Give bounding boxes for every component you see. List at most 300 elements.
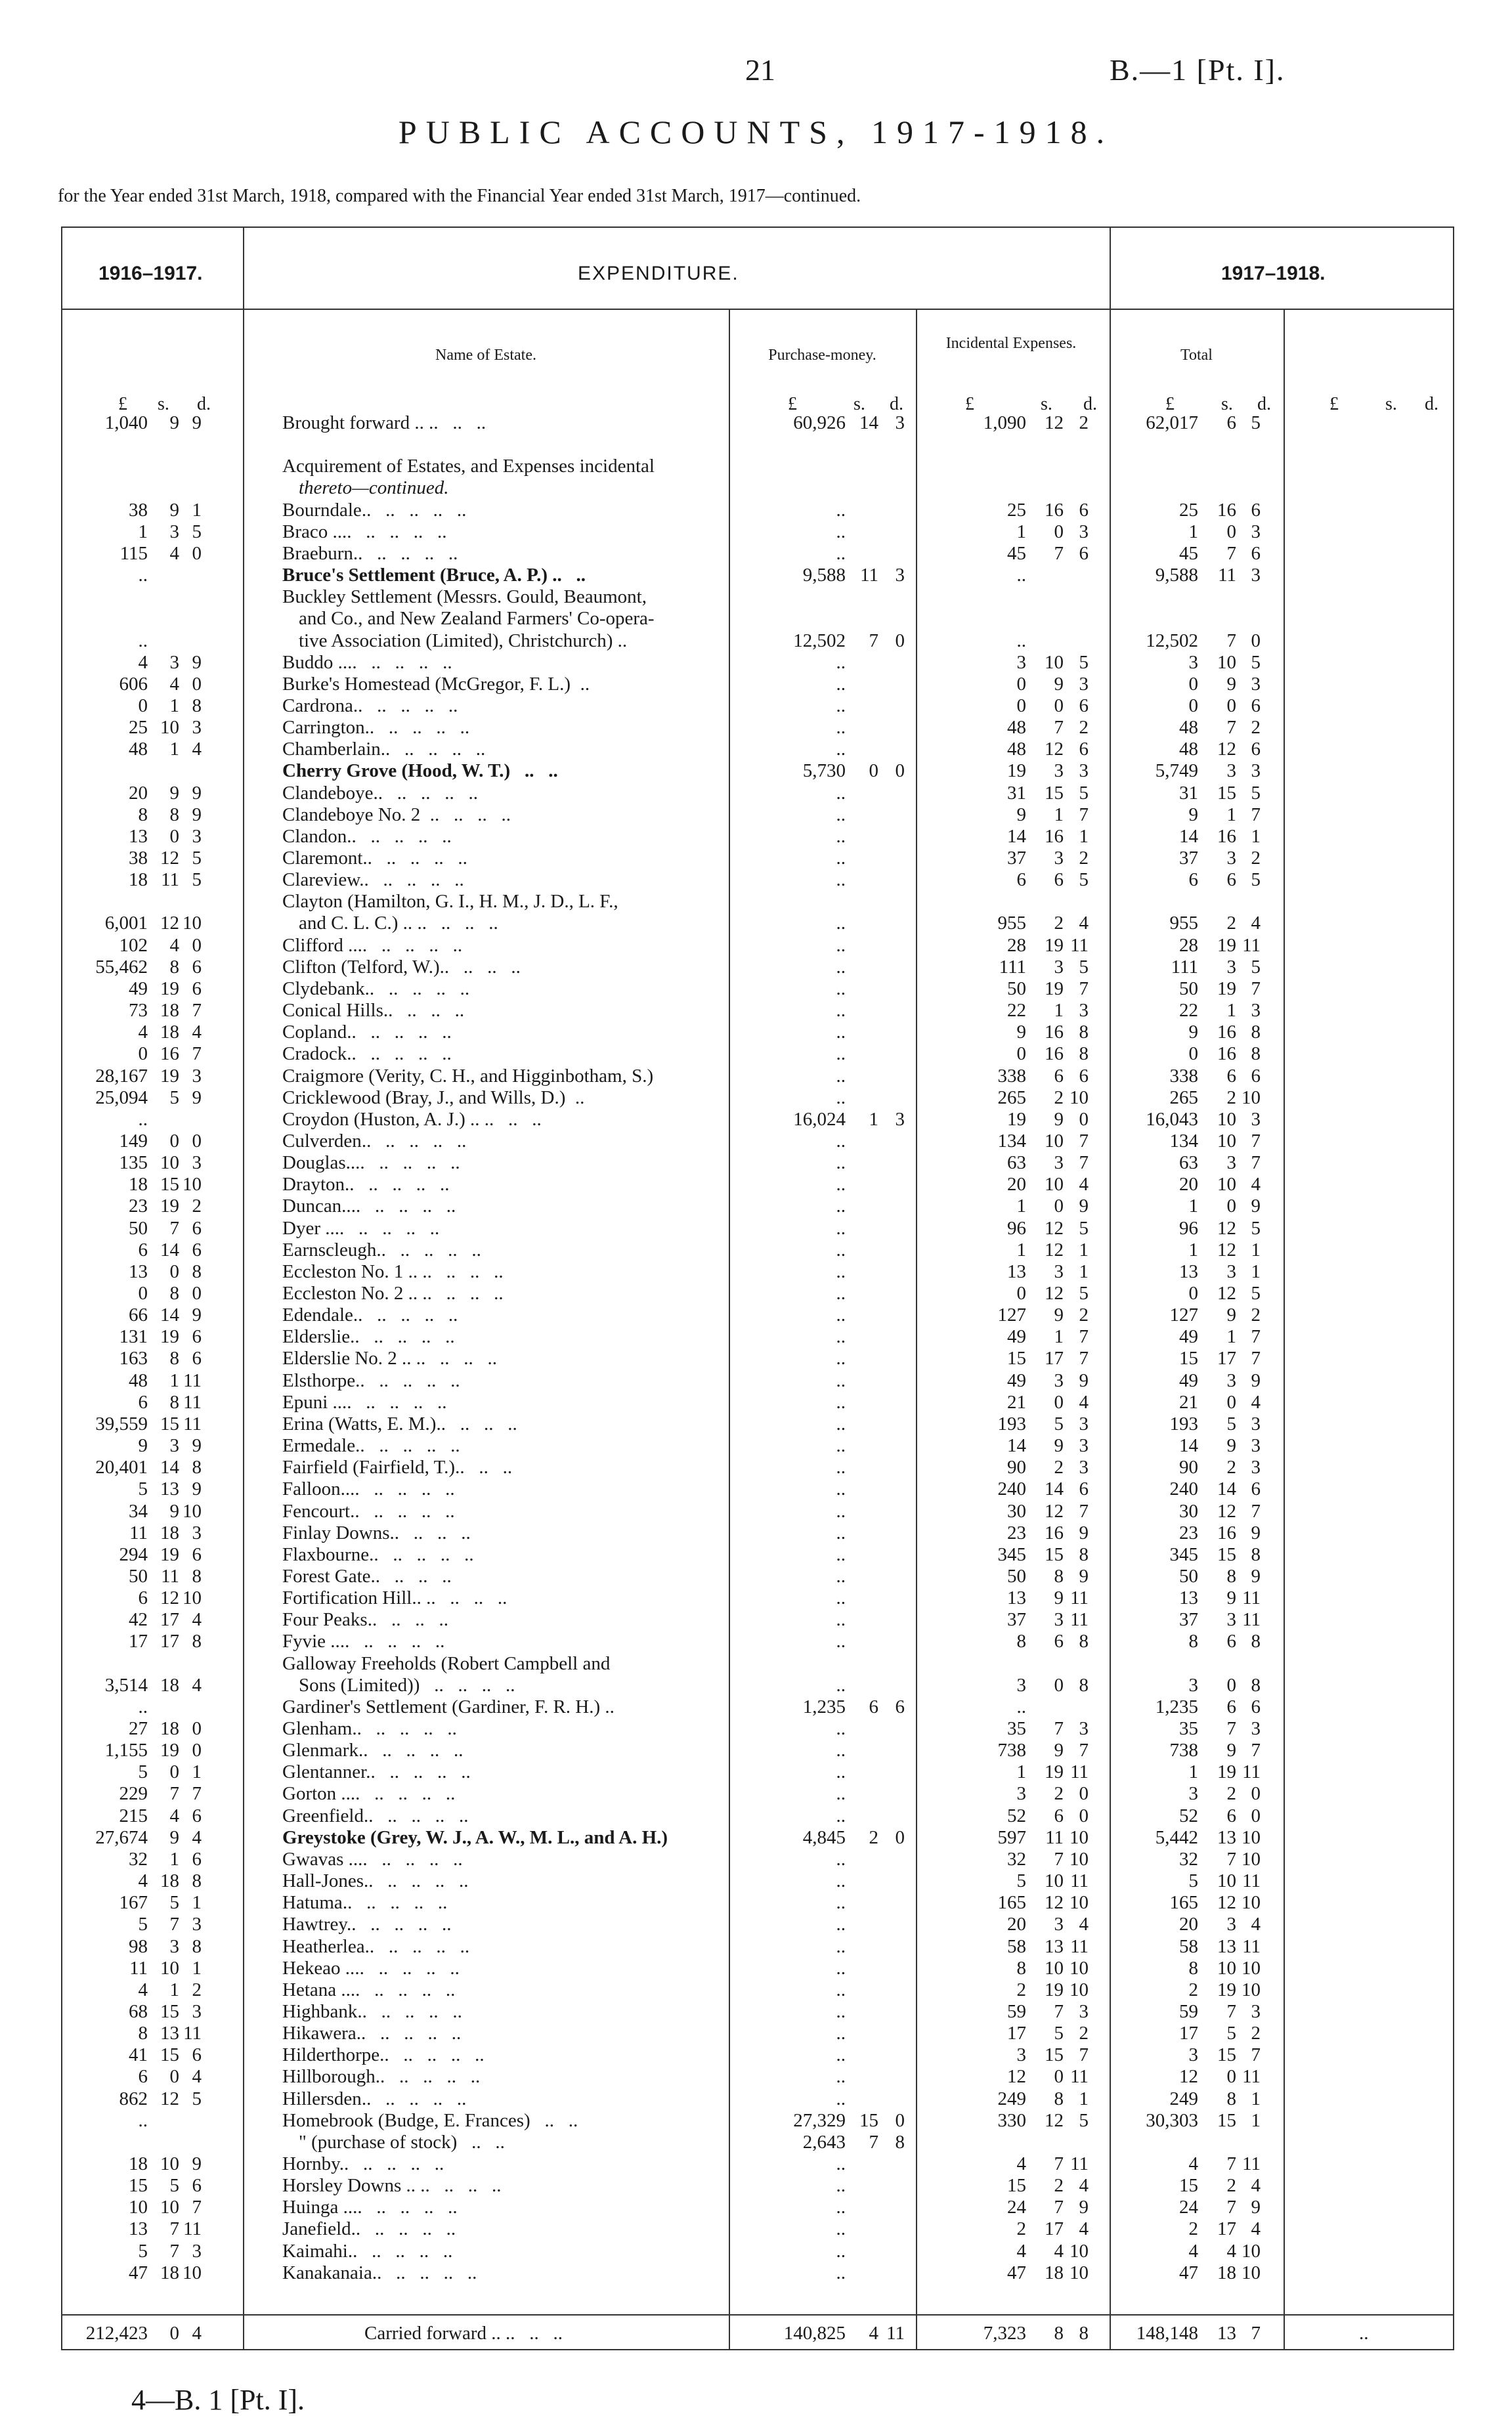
currency-pence: d. [1425,394,1438,414]
cell-estate-name: Copland.. .. .. .. .. [282,1022,452,1043]
cell-total-shillings: 13 [1217,1935,1236,1957]
table-text-line [0,891,1512,913]
cell-purchase-pounds: .. [836,1478,846,1500]
cell-purchase-shillings: 15 [859,2109,878,2131]
cell-1916-pence: 0 [192,1130,202,1152]
cell-1916-shillings: 15 [160,1174,179,1196]
cell-total-pence: 0 [1251,630,1261,651]
cell-total-pence: 0 [1251,1805,1261,1826]
cell-1916-shillings: 11 [161,869,179,891]
cell-incidental-pounds: 1 [1016,1196,1026,1217]
cell-total-shillings: 4 [1226,2240,1236,2262]
cell-1916-pence: 9 [192,782,202,804]
cell-total-shillings: 3 [1226,1152,1236,1174]
table-row [0,739,1512,760]
cell-estate-name: Highbank.. .. .. .. .. [282,2000,462,2022]
cell-total-pence: 3 [1251,521,1261,542]
cell-1916-shillings: 14 [160,1239,179,1261]
cell-1916-pence: 8 [192,1565,202,1587]
cell-1916-shillings: 7 [169,2218,179,2240]
table-row [0,717,1512,739]
cell-incidental-shillings: 1 [1054,804,1064,825]
cell-incidental-pounds: 8 [1016,1631,1026,1652]
cell-total-shillings: 7 [1226,1848,1236,1870]
cell-extra-column: .. [1359,2323,1369,2344]
cell-purchase-pounds: .. [836,1935,846,1957]
cell-total-pence: 10 [1242,2240,1261,2262]
cell-total-shillings: 12 [1217,1283,1236,1304]
cell-total-shillings: 12 [1217,1239,1236,1261]
cell-incidental-pounds: 4 [1016,2153,1026,2174]
cell-1916-pence: 0 [192,1718,202,1739]
cell-purchase-pounds: .. [836,2175,846,2197]
cell-1916-shillings: 18 [160,1022,179,1043]
currency-shillings: s. [158,394,169,414]
cell-estate-name: Braco .... .. .. .. .. [282,521,447,542]
cell-1916-pounds: 25 [129,717,148,739]
cell-purchase-pounds: .. [836,2000,846,2022]
cell-incidental-pounds: 1 [1016,521,1026,542]
cell-incidental-pence: 0 [1079,1805,1089,1826]
cell-1916-pence: 9 [192,1435,202,1457]
cell-purchase-pounds: 16,024 [793,1108,846,1130]
table-row [0,1131,1512,1152]
cell-total-pounds: 59 [1179,2000,1198,2022]
cell-total-pounds: 13 [1179,1587,1198,1609]
cell-1916-pounds: 38 [129,499,148,521]
cell-incidental-pounds: 48 [1007,717,1026,739]
cell-total-shillings: 6 [1226,869,1236,891]
cell-1916-shillings: 18 [160,1870,179,1892]
cell-incidental-pounds: 9 [1016,804,1026,825]
table-text-line [0,586,1512,608]
cell-total-shillings: 6 [1226,1065,1236,1087]
cell-estate-name: Kaimahi.. .. .. .. .. [282,2240,453,2262]
cell-incidental-pounds: 597 [997,1826,1026,1848]
cell-total-pence: 7 [1251,1500,1261,1522]
cell-incidental-pence: 8 [1079,1631,1089,1652]
cell-total-shillings: 7 [1226,2000,1236,2022]
cell-1916-pounds: 18 [129,2153,148,2174]
cell-total-pounds: 14 [1179,825,1198,847]
incidental-expenses-header: Incidental Expenses. [945,335,1077,352]
cell-incidental-pence: 7 [1079,978,1089,999]
table-row [0,1761,1512,1783]
cell-1916-pence: 11 [183,1413,202,1434]
cell-estate-name: Burke's Homestead (McGregor, F. L.) .. [282,673,590,695]
cell-incidental-pence: 6 [1079,1065,1089,1087]
cell-total-shillings: 19 [1217,1761,1236,1783]
table-row [0,978,1512,1000]
cell-total-pence: 3 [1251,1457,1261,1478]
cell-estate-name: tive Association (Limited), Christchurch) .. [299,630,628,651]
cell-incidental-shillings: 2 [1054,1457,1064,1478]
cell-total-shillings: 19 [1217,978,1236,999]
cell-purchase-shillings: 2 [869,1826,878,1848]
cell-incidental-pounds: 24 [1007,2197,1026,2218]
cell-purchase-pounds: .. [836,956,846,978]
cell-estate-name: Finlay Downs.. .. .. .. [282,1522,471,1543]
cell-estate-name: Eccleston No. 1 .. .. .. .. .. [282,1261,504,1282]
cell-total-pounds: 0 [1188,1283,1198,1304]
cell-total-pounds: 0 [1188,673,1198,695]
cell-incidental-shillings: 10 [1045,1957,1064,1979]
cell-total-pence: 2 [1251,2023,1261,2044]
cell-incidental-shillings: 9 [1054,1108,1064,1130]
cell-1916-pence: 6 [192,1217,202,1239]
cell-purchase-pounds: 1,235 [802,1696,846,1717]
cell-incidental-pounds: 3 [1016,651,1026,673]
cell-incidental-pence: 4 [1079,913,1089,934]
cell-purchase-pounds: .. [836,804,846,825]
cell-incidental-pounds: 50 [1007,1565,1026,1587]
cell-estate-name: Gardiner's Settlement (Gardiner, F. R. H.) .. [282,1696,615,1717]
cell-total-pence: 4 [1251,2218,1261,2240]
cell-total-pence: 4 [1251,1914,1261,1935]
cell-1916-pounds: 55,462 [95,956,148,978]
cell-total-pence: 3 [1251,2000,1261,2022]
cell-total-pounds: 4 [1188,2153,1198,2174]
cell-purchase-pounds: .. [836,2218,846,2240]
cell-1916-shillings: 4 [169,542,179,564]
cell-incidental-pence: 3 [1079,760,1089,782]
cell-1916-pence: 3 [192,2240,202,2262]
cell-total-shillings: 14 [1217,1478,1236,1500]
table-row [0,1827,1512,1849]
cell-estate-name: Fortification Hill.. .. .. .. .. [282,1587,508,1609]
cell-estate-name: " (purchase of stock) .. .. [299,2131,505,2153]
cell-1916-pence: 8 [192,1457,202,1478]
table-row [0,1936,1512,1958]
cell-estate-name: Eccleston No. 2 .. .. .. .. .. [282,1283,504,1304]
cell-purchase-pounds: .. [836,913,846,934]
cell-total-shillings: 19 [1217,934,1236,956]
cell-incidental-shillings: 16 [1045,1522,1064,1543]
cell-total-pence: 9 [1251,1565,1261,1587]
cell-purchase-shillings: 14 [859,412,878,433]
cell-purchase-pounds: .. [836,1435,846,1457]
cell-total-pence: 5 [1251,651,1261,673]
cell-incidental-shillings: 19 [1045,978,1064,999]
cell-purchase-shillings: 4 [869,2323,878,2344]
cell-1916-pounds: 32 [129,1848,148,1870]
cell-total-pence: 11 [1242,1609,1261,1631]
cell-1916-pounds: .. [138,1696,148,1717]
cell-incidental-pounds: 738 [997,1740,1026,1761]
cell-purchase-pounds: .. [836,1174,846,1196]
cell-purchase-pounds: .. [836,2023,846,2044]
table-row [0,1370,1512,1392]
cell-estate-name: Kanakanaia.. .. .. .. .. [282,2262,477,2283]
cell-incidental-shillings: 12 [1045,1892,1064,1914]
cell-incidental-shillings: 1 [1054,1326,1064,1348]
cell-total-pounds: 8 [1188,1631,1198,1652]
cell-total-pence: 6 [1251,1478,1261,1500]
cell-purchase-pounds: .. [836,499,846,521]
cell-incidental-pounds: 134 [997,1130,1026,1152]
cell-incidental-pounds: 59 [1007,2000,1026,2022]
cell-total-shillings: 15 [1217,2109,1236,2131]
cell-incidental-pence: 8 [1079,1022,1089,1043]
cell-1916-shillings: 5 [169,1087,179,1108]
cell-1916-pence: 7 [192,1000,202,1022]
cell-incidental-pounds: 265 [997,1087,1026,1108]
cell-estate-name: Glentanner.. .. .. .. .. [282,1761,471,1783]
cell-total-pence: 1 [1251,2109,1261,2131]
cell-estate-name: Glenham.. .. .. .. .. [282,1718,457,1739]
cell-purchase-pounds: .. [836,2088,846,2109]
cell-1916-pounds: 294 [119,1543,148,1565]
cell-1916-pence: 1 [192,1761,202,1783]
cell-incidental-pounds: 13 [1007,1261,1026,1282]
cell-1916-pounds: 102 [119,934,148,956]
table-row [0,2023,1512,2044]
cell-total-pounds: 37 [1179,848,1198,869]
cell-incidental-pounds: 49 [1007,1369,1026,1391]
cell-purchase-pounds: 12,502 [793,630,846,651]
cell-total-pence: 11 [1242,1587,1261,1609]
cell-1916-pence: 9 [192,2153,202,2174]
cell-purchase-pounds: .. [836,1369,846,1391]
cell-purchase-pounds: .. [836,1413,846,1434]
parliamentary-reference: B.—1 [Pt. I]. [1110,53,1285,87]
cell-total-pounds: 4 [1188,2240,1198,2262]
cell-1916-pence: 9 [192,651,202,673]
cell-incidental-shillings: 0 [1054,1674,1064,1696]
cell-purchase-pounds: .. [836,1326,846,1348]
cell-total-shillings: 6 [1226,1631,1236,1652]
cell-1916-pence: 10 [183,913,202,934]
cell-purchase-pence: 6 [895,1696,905,1717]
cell-incidental-pence: 10 [1069,1848,1089,1870]
cell-incidental-shillings: 12 [1045,2109,1064,2131]
cell-total-shillings: 11 [1218,565,1236,586]
cell-incidental-pounds: 2 [1016,1979,1026,2000]
cell-total-pence: 4 [1251,2175,1261,2197]
cell-total-pounds: 49 [1179,1369,1198,1391]
cell-1916-shillings: 4 [169,673,179,695]
cell-incidental-pounds: 0 [1016,1283,1026,1304]
cell-total-shillings: 3 [1226,760,1236,782]
cell-estate-name: Craigmore (Verity, C. H., and Higginbotham, S.) [282,1065,654,1087]
cell-total-shillings: 9 [1226,1587,1236,1609]
cell-1916-pounds: 18 [129,869,148,891]
cell-incidental-pence: 11 [1070,1870,1089,1892]
cell-1916-pounds: 4 [138,1870,148,1892]
cell-estate-name: Elsthorpe.. .. .. .. .. [282,1369,460,1391]
table-row [0,652,1512,674]
table-row [0,935,1512,957]
cell-total-pounds: 240 [1169,1478,1198,1500]
cell-total-shillings: 3 [1226,848,1236,869]
cell-purchase-shillings: 7 [869,630,878,651]
currency-pounds: £ [1165,394,1175,414]
cell-total-pounds: 35 [1179,1718,1198,1739]
cell-1916-pounds: 17 [129,1631,148,1652]
cell-1916-pence: 7 [192,1043,202,1065]
cell-incidental-shillings: 9 [1054,1740,1064,1761]
table-row [0,1304,1512,1326]
cell-incidental-pounds: 50 [1007,978,1026,999]
cell-1916-shillings: 14 [160,1457,179,1478]
cell-total-pence: 10 [1242,1087,1261,1108]
cell-total-shillings: 9 [1226,1435,1236,1457]
cell-incidental-pence: 4 [1079,1914,1089,1935]
cell-incidental-pence: 1 [1079,1239,1089,1261]
cell-incidental-shillings: 13 [1045,1935,1064,1957]
cell-total-pence: 11 [1242,1935,1261,1957]
cell-incidental-shillings: 17 [1045,2218,1064,2240]
cell-total-shillings: 12 [1217,1892,1236,1914]
table-row [0,521,1512,543]
cell-total-pounds: 345 [1169,1543,1198,1565]
cell-estate-name: Hekeao .... .. .. .. .. [282,1957,460,1979]
cell-1916-pounds: 3,514 [104,1674,148,1696]
cell-1916-shillings: 17 [160,1631,179,1652]
cell-total-pounds: 20 [1179,1914,1198,1935]
total-header: Total [1180,347,1213,364]
cell-purchase-pounds: .. [836,1565,846,1587]
cell-incidental-shillings: 0 [1054,521,1064,542]
cell-incidental-pence: 5 [1079,1283,1089,1304]
cell-1916-pounds: 5 [138,1761,148,1783]
cell-1916-pounds: 42 [129,1609,148,1631]
cell-incidental-shillings: 2 [1054,1783,1064,1805]
cell-1916-pence: 9 [192,804,202,825]
cell-total-pounds: 1 [1188,1196,1198,1217]
cell-total-pence: 7 [1251,2044,1261,2066]
cell-purchase-pounds: .. [836,1000,846,1022]
cell-purchase-pounds: .. [836,542,846,564]
cell-1916-pence: 4 [192,1609,202,1631]
cell-incidental-shillings: 10 [1045,1870,1064,1892]
cell-incidental-pounds: 0 [1016,673,1026,695]
cell-1916-shillings: 18 [160,1522,179,1543]
name-of-estate-header: Name of Estate. [435,347,536,364]
cell-incidental-pence: 9 [1079,1369,1089,1391]
cell-1916-pounds: 1 [138,521,148,542]
cell-total-shillings: 19 [1217,1979,1236,2000]
cell-total-pounds: 3 [1188,1783,1198,1805]
cell-total-shillings: 16 [1217,1522,1236,1543]
cell-1916-pounds: 98 [129,1935,148,1957]
cell-incidental-pounds: 165 [997,1892,1026,1914]
cell-purchase-pence: 3 [895,412,905,433]
cell-purchase-pounds: .. [836,1848,846,1870]
cell-1916-pounds: 163 [119,1348,148,1369]
cell-incidental-pounds: 15 [1007,2175,1026,2197]
table-row [0,1348,1512,1369]
cell-purchase-pounds: .. [836,978,846,999]
table-row [0,1413,1512,1435]
cell-total-pence: 5 [1251,782,1261,804]
cell-total-shillings: 0 [1226,1674,1236,1696]
cell-purchase-pounds: 2,643 [802,2131,846,2153]
table-row [0,1979,1512,2001]
table-row [0,2153,1512,2175]
cell-total-pounds: 3 [1188,1674,1198,1696]
cell-total-pence: 7 [1251,1152,1261,1174]
cell-total-pence: 4 [1251,1174,1261,1196]
table-row [0,1392,1512,1413]
cell-incidental-pence: 7 [1079,1500,1089,1522]
cell-incidental-shillings: 3 [1054,1609,1064,1631]
cell-total-pence: 4 [1251,1391,1261,1413]
table-row [0,674,1512,695]
table-row [0,2066,1512,2088]
cell-1916-pence: 7 [192,2197,202,2218]
table-row [0,1892,1512,1914]
cell-1916-shillings: 1 [169,1848,179,1870]
cell-incidental-pounds: 17 [1007,2023,1026,2044]
cell-incidental-shillings: 12 [1045,1217,1064,1239]
cell-1916-pence: 5 [192,848,202,869]
cell-total-shillings: 9 [1226,673,1236,695]
cell-incidental-pence: 8 [1079,1543,1089,1565]
cell-total-pounds: 21 [1179,1391,1198,1413]
cell-1916-shillings: 8 [169,1348,179,1369]
cell-1916-pounds: 8 [138,804,148,825]
cell-estate-name: and Co., and New Zealand Farmers' Co-opera- [299,608,655,630]
cell-total-pounds: 3 [1188,2044,1198,2066]
table-row [0,1043,1512,1065]
cell-estate-name: Culverden.. .. .. .. .. [282,1130,467,1152]
cell-1916-pounds: 20 [129,782,148,804]
cell-purchase-pounds: .. [836,1870,846,1892]
cell-incidental-pence: 1 [1079,1261,1089,1282]
cell-incidental-pence: 10 [1069,2240,1089,2262]
table-row [0,2218,1512,2240]
cell-1916-shillings: 19 [160,1543,179,1565]
cell-estate-name: Forest Gate.. .. .. .. [282,1565,452,1587]
cell-incidental-pence: 11 [1070,1609,1089,1631]
cell-purchase-pounds: .. [836,1718,846,1739]
cell-incidental-pounds: 1 [1016,1239,1026,1261]
cell-total-pounds: 5 [1188,1870,1198,1892]
footer-rule [61,2314,1454,2316]
cell-incidental-pence: 10 [1069,2262,1089,2283]
cell-1916-pence: 10 [183,1174,202,1196]
cell-estate-name: Sons (Limited)) .. .. .. .. [299,1674,515,1696]
cell-1916-shillings: 9 [169,412,179,433]
table-row [0,1326,1512,1348]
cell-purchase-shillings: 11 [860,565,878,586]
cell-incidental-shillings: 0 [1054,695,1064,716]
cell-incidental-pence: 6 [1079,695,1089,716]
cell-estate-name: Bourndale.. .. .. .. .. [282,499,467,521]
cell-total-shillings: 3 [1226,1369,1236,1391]
table-row [0,1087,1512,1109]
cell-estate-name: Duncan.... .. .. .. .. [282,1196,456,1217]
table-row [0,1631,1512,1652]
cell-1916-pence: 11 [183,1369,202,1391]
cell-incidental-pence: 3 [1079,1000,1089,1022]
cell-total-pounds: 25 [1179,499,1198,521]
cell-total-pounds: 14 [1179,1435,1198,1457]
cell-incidental-pounds: 249 [997,2088,1026,2109]
cell-1916-shillings: 9 [169,1826,179,1848]
cell-incidental-shillings: 10 [1045,651,1064,673]
cell-estate-name: Fencourt.. .. .. .. .. [282,1500,455,1522]
cell-1916-pence: 6 [192,1326,202,1348]
cell-1916-pounds: 215 [119,1805,148,1826]
cell-total-pounds: 738 [1169,1740,1198,1761]
header-rule [61,309,1454,310]
cell-incidental-shillings: 16 [1045,1022,1064,1043]
table-row [0,760,1512,782]
cell-total-shillings: 7 [1226,2153,1236,2174]
cell-total-pounds: 15 [1179,2175,1198,2197]
